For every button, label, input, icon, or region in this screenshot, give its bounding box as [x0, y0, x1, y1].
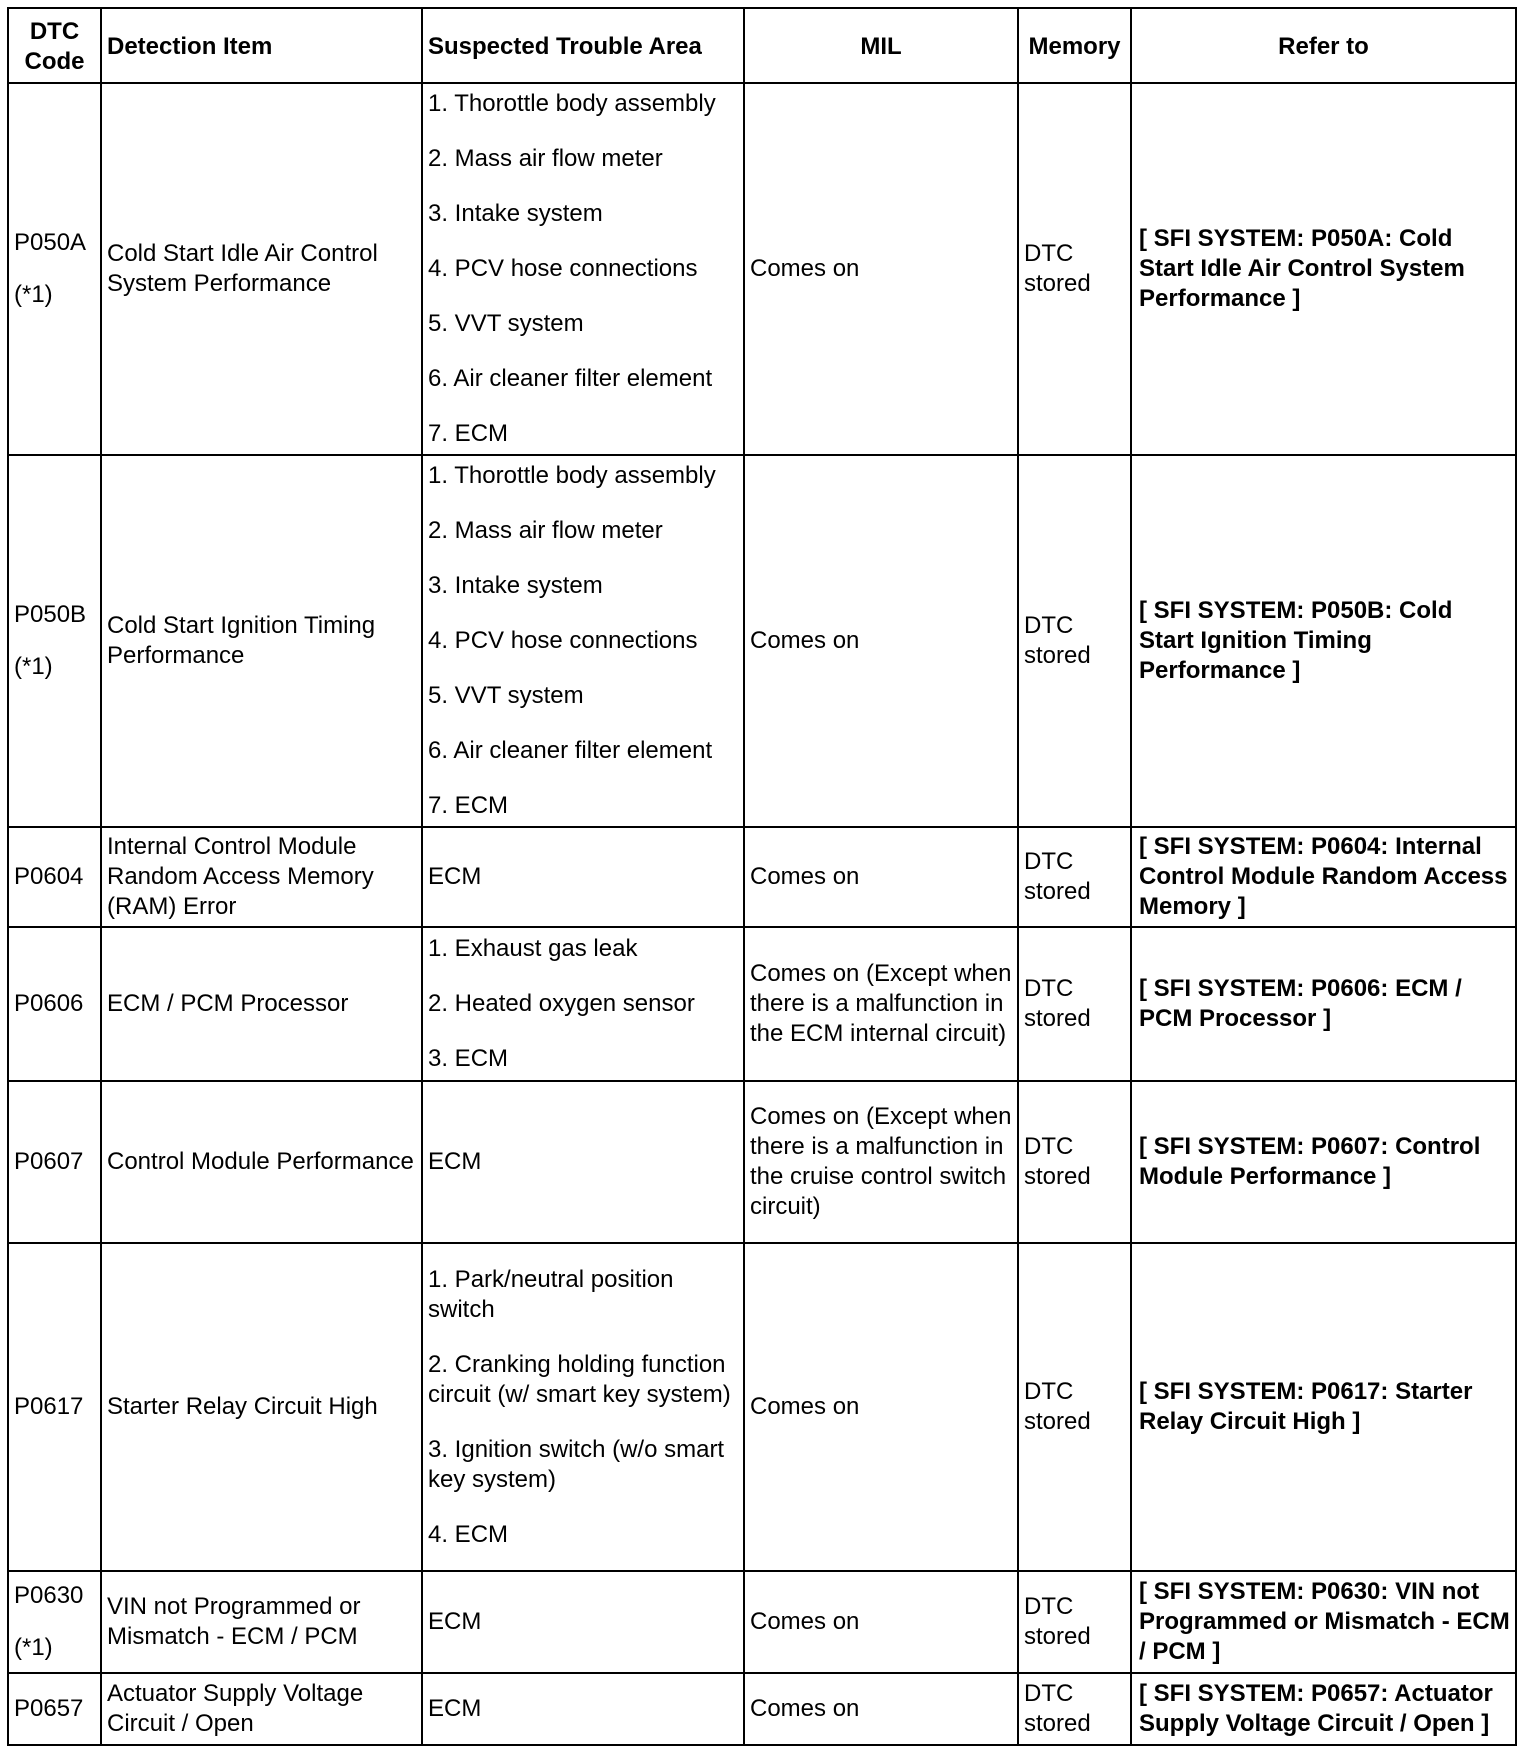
table-header	[8, 8, 1516, 83]
suspected-trouble-area-cell	[422, 1673, 744, 1745]
table-row	[8, 1243, 1516, 1571]
dtc-code: P050B	[14, 601, 87, 628]
table-row	[8, 827, 1516, 927]
dtc-table	[7, 7, 1517, 1746]
trouble-area-item: ECM	[428, 1608, 482, 1635]
trouble-area-item: 5. VVT system	[428, 310, 584, 337]
dtc-code-cell	[8, 1243, 101, 1571]
trouble-area-item: 3. Ignition switch (w/o smart key system)	[428, 1435, 725, 1493]
dtc-code: P0657	[14, 1695, 84, 1722]
trouble-area-item: 3. Intake system	[428, 572, 603, 599]
detection-item-cell: VIN not Programmed or Mismatch - ECM / PCM	[101, 1571, 422, 1673]
detection-item-cell: Control Module Performance	[101, 1081, 422, 1243]
suspected-trouble-area-cell	[422, 827, 744, 927]
refer-to-cell[interactable]: [ SFI SYSTEM: P0607: Control Module Performance ]	[1131, 1081, 1516, 1243]
refer-to-cell[interactable]: [ SFI SYSTEM: P0617: Starter Relay Circuit High ]	[1131, 1243, 1516, 1571]
refer-to-cell[interactable]: [ SFI SYSTEM: P0604: Internal Control Module Random Access Memory ]	[1131, 827, 1516, 927]
memory-cell: DTC stored	[1018, 927, 1131, 1081]
dtc-code-cell	[8, 1673, 101, 1745]
trouble-area-item: 4. PCV hose connections	[428, 255, 698, 282]
mil-cell: Comes on	[744, 1571, 1018, 1673]
dtc-code: P0630	[14, 1582, 84, 1609]
suspected-trouble-area-cell	[422, 83, 744, 455]
memory-cell: DTC stored	[1018, 1673, 1131, 1745]
trouble-area-item: 7. ECM	[428, 420, 509, 447]
table-row	[8, 455, 1516, 827]
trouble-area-item: 1. Park/neutral position switch	[428, 1265, 674, 1323]
header-detection-item: Detection Item	[101, 8, 422, 83]
header-memory: Memory	[1018, 8, 1131, 83]
detection-item-cell: Actuator Supply Voltage Circuit / Open	[101, 1673, 422, 1745]
header-mil: MIL	[744, 8, 1018, 83]
table-row	[8, 927, 1516, 1081]
trouble-area-item: 4. ECM	[428, 1520, 509, 1548]
trouble-area-item: 2. Mass air flow meter	[428, 517, 663, 544]
trouble-area-item: 6. Air cleaner filter element	[428, 737, 713, 764]
refer-to-cell[interactable]: [ SFI SYSTEM: P0630: VIN not Programmed or Mismatch - ECM / PCM ]	[1131, 1571, 1516, 1673]
memory-cell: DTC stored	[1018, 827, 1131, 927]
trouble-area-item: ECM	[428, 863, 482, 890]
trouble-area-item: 5. VVT system	[428, 682, 584, 709]
trouble-area-item: 1. Thorottle body assembly	[428, 462, 716, 489]
refer-to-cell[interactable]: [ SFI SYSTEM: P050A: Cold Start Idle Air Control System Performance ]	[1131, 83, 1516, 455]
mil-cell: Comes on	[744, 827, 1018, 927]
suspected-trouble-area-cell	[422, 927, 744, 1081]
memory-cell: DTC stored	[1018, 1081, 1131, 1243]
refer-to-cell[interactable]: [ SFI SYSTEM: P0657: Actuator Supply Voltage Circuit / Open ]	[1131, 1673, 1516, 1745]
table-row	[8, 1571, 1516, 1673]
header-dtc-code	[8, 8, 101, 83]
dtc-code: P050A	[14, 229, 87, 256]
suspected-trouble-area-cell	[422, 1571, 744, 1673]
suspected-trouble-area-cell	[422, 455, 744, 827]
detection-item-cell: Cold Start Idle Air Control System Performance	[101, 83, 422, 455]
trouble-area-item: 6. Air cleaner filter element	[428, 365, 713, 392]
memory-cell: DTC stored	[1018, 1243, 1131, 1571]
dtc-code: P0604	[14, 863, 84, 890]
dtc-code-cell	[8, 927, 101, 1081]
header-row	[8, 8, 1516, 83]
dtc-code-cell	[8, 1081, 101, 1243]
mil-cell: Comes on	[744, 1243, 1018, 1571]
trouble-area-item: ECM	[428, 1148, 482, 1175]
detection-item-cell: ECM / PCM Processor	[101, 927, 422, 1081]
detection-item-cell: Starter Relay Circuit High	[101, 1243, 422, 1571]
mil-cell: Comes on	[744, 1673, 1018, 1745]
refer-to-cell[interactable]: [ SFI SYSTEM: P0606: ECM / PCM Processor ]	[1131, 927, 1516, 1081]
memory-cell: DTC stored	[1018, 1571, 1131, 1673]
dtc-code-note: (*1)	[14, 1634, 53, 1661]
detection-item-cell: Internal Control Module Random Access Memory (RAM) Error	[101, 827, 422, 927]
suspected-trouble-area-cell	[422, 1081, 744, 1243]
dtc-code-note: (*1)	[14, 653, 53, 680]
mil-cell: Comes on (Except when there is a malfunction in the cruise control switch circuit)	[744, 1081, 1018, 1243]
trouble-area-item: 3. Intake system	[428, 200, 603, 227]
table-body	[8, 83, 1516, 1745]
trouble-area-item: 4. PCV hose connections	[428, 627, 698, 654]
header-dtc-code-label: DTC Code	[24, 18, 85, 75]
trouble-area-item: 1. Thorottle body assembly	[428, 90, 716, 117]
table-row	[8, 1081, 1516, 1243]
dtc-code-note: (*1)	[14, 281, 53, 308]
trouble-area-item: 3. ECM	[428, 1045, 509, 1072]
trouble-area-item: 2. Heated oxygen sensor	[428, 990, 695, 1017]
trouble-area-item: 2. Mass air flow meter	[428, 145, 663, 172]
memory-cell: DTC stored	[1018, 83, 1131, 455]
trouble-area-item: 7. ECM	[428, 792, 509, 819]
table-row	[8, 83, 1516, 455]
trouble-area-item: 1. Exhaust gas leak	[428, 935, 638, 962]
dtc-code-cell	[8, 827, 101, 927]
dtc-code: P0606	[14, 990, 84, 1017]
mil-cell: Comes on	[744, 83, 1018, 455]
dtc-code-cell	[8, 83, 101, 455]
suspected-trouble-area-cell	[422, 1243, 744, 1571]
trouble-area-item: ECM	[428, 1695, 482, 1722]
header-suspected-trouble-area: Suspected Trouble Area	[422, 8, 744, 83]
table-row	[8, 1673, 1516, 1745]
mil-cell: Comes on	[744, 455, 1018, 827]
dtc-code-cell	[8, 455, 101, 827]
detection-item-cell: Cold Start Ignition Timing Performance	[101, 455, 422, 827]
trouble-area-item: 2. Cranking holding function circuit (w/ smart key system)	[428, 1350, 731, 1408]
dtc-code: P0617	[14, 1393, 84, 1420]
header-refer-to: Refer to	[1131, 8, 1516, 83]
dtc-code: P0607	[14, 1148, 84, 1175]
refer-to-cell[interactable]: [ SFI SYSTEM: P050B: Cold Start Ignition Timing Performance ]	[1131, 455, 1516, 827]
dtc-code-cell	[8, 1571, 101, 1673]
memory-cell: DTC stored	[1018, 455, 1131, 827]
mil-cell: Comes on (Except when there is a malfunction in the ECM internal circuit)	[744, 927, 1018, 1081]
